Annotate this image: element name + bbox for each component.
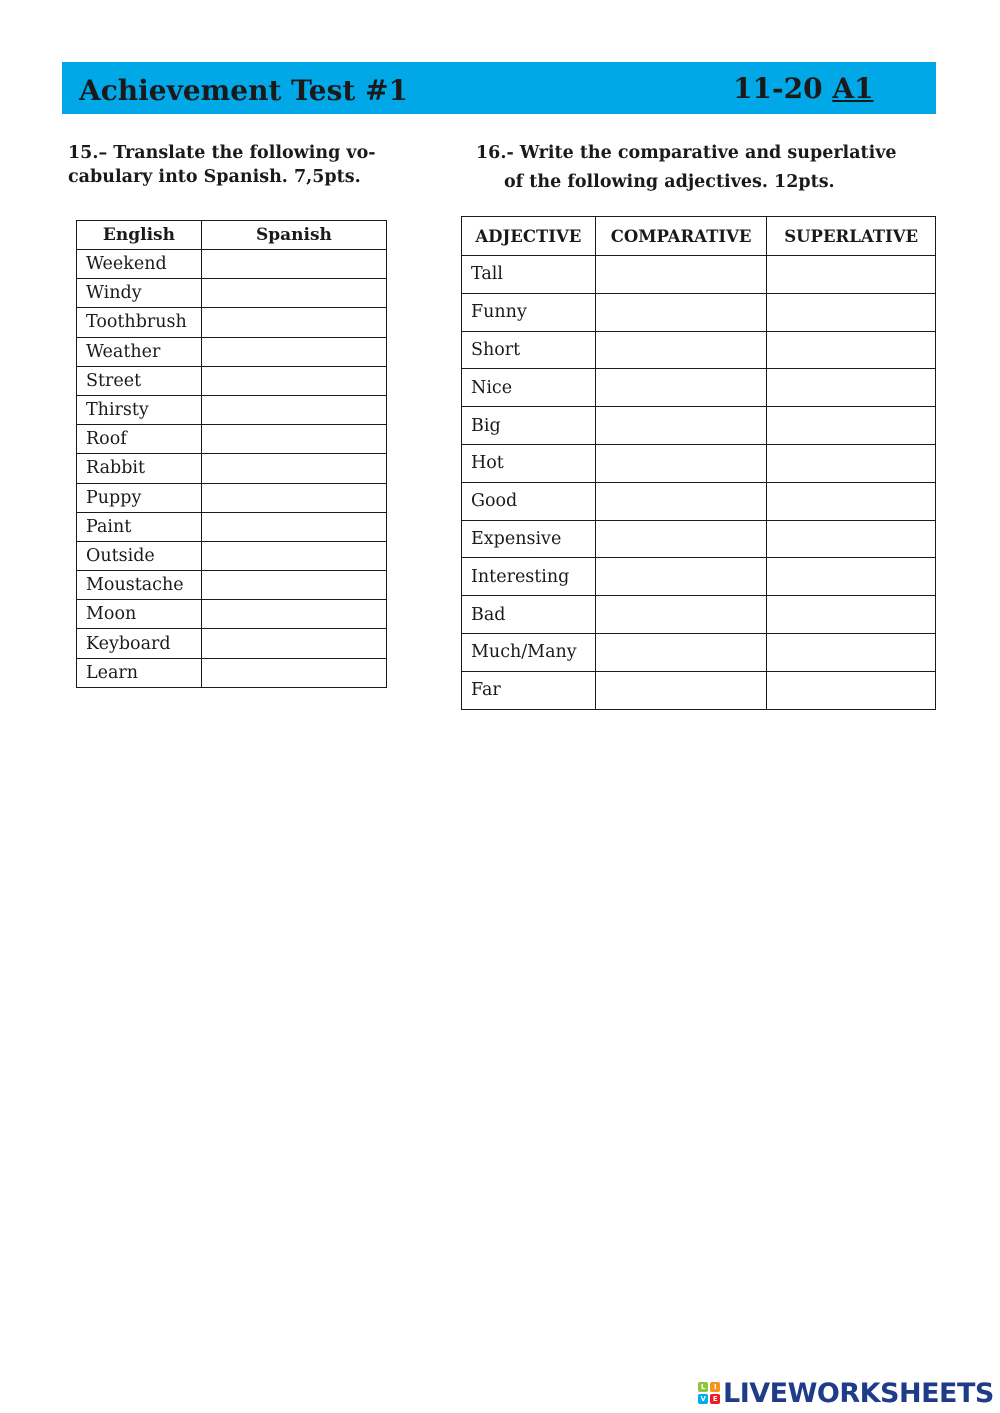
- vocabulary-row: [77, 454, 387, 483]
- logo-letter-i: I: [710, 1382, 720, 1392]
- vocabulary-row: [77, 541, 387, 570]
- superlative-answer-field[interactable]: [767, 633, 936, 671]
- spanish-answer-field[interactable]: [201, 600, 386, 629]
- comparative-answer-field[interactable]: [595, 256, 767, 294]
- english-word: Weather: [77, 337, 202, 366]
- adjective-row: [462, 444, 936, 482]
- english-word: Learn: [77, 658, 202, 687]
- superlative-answer-field[interactable]: [767, 482, 936, 520]
- spanish-answer-field[interactable]: [201, 541, 386, 570]
- english-word: Weekend: [77, 250, 202, 279]
- vocabulary-row: [77, 395, 387, 424]
- adjective-row: [462, 596, 936, 634]
- spanish-answer-field[interactable]: [201, 454, 386, 483]
- english-word: Keyboard: [77, 629, 202, 658]
- exercise-15-instruction-line2: cabulary into Spanish. 7,5pts.: [68, 167, 361, 187]
- adjective-row: [462, 293, 936, 331]
- logo-letter-l: L: [698, 1382, 708, 1392]
- adjective-row: [462, 482, 936, 520]
- adjective-row: [462, 369, 936, 407]
- comparative-answer-field[interactable]: [595, 671, 767, 709]
- spanish-answer-field[interactable]: [201, 629, 386, 658]
- vocabulary-row: [77, 629, 387, 658]
- vocabulary-row: [77, 308, 387, 337]
- comparative-answer-field[interactable]: [595, 633, 767, 671]
- test-level: A1: [832, 72, 874, 105]
- exercise-16-instruction-line1: 16.- Write the comparative and superlative: [476, 143, 897, 163]
- english-word: Roof: [77, 425, 202, 454]
- adjective-word: Tall: [462, 256, 596, 294]
- adjective-word: Funny: [462, 293, 596, 331]
- logo-letter-v: V: [698, 1394, 708, 1404]
- adjective-word: Expensive: [462, 520, 596, 558]
- logo-letter-e: E: [710, 1394, 720, 1404]
- vocabulary-row: [77, 571, 387, 600]
- vocabulary-table: [76, 220, 387, 688]
- comparative-answer-field[interactable]: [595, 482, 767, 520]
- superlative-answer-field[interactable]: [767, 331, 936, 369]
- superlative-answer-field[interactable]: [767, 369, 936, 407]
- spanish-answer-field[interactable]: [201, 658, 386, 687]
- vocabulary-header-row: [77, 221, 387, 250]
- english-word: Toothbrush: [77, 308, 202, 337]
- page-title: Achievement Test #1: [79, 74, 408, 107]
- spanish-answer-field[interactable]: [201, 308, 386, 337]
- english-word: Street: [77, 366, 202, 395]
- english-word: Windy: [77, 279, 202, 308]
- header-bar: [62, 62, 936, 114]
- adjective-row: [462, 520, 936, 558]
- superlative-answer-field[interactable]: [767, 596, 936, 634]
- spanish-answer-field[interactable]: [201, 425, 386, 454]
- vocabulary-row: [77, 279, 387, 308]
- superlative-answer-field[interactable]: [767, 520, 936, 558]
- english-word: Moustache: [77, 571, 202, 600]
- vocabulary-row: [77, 425, 387, 454]
- exercise-15-instruction-line1: 15.– Translate the following vo-: [68, 143, 376, 163]
- adjective-row: [462, 671, 936, 709]
- spanish-answer-field[interactable]: [201, 512, 386, 541]
- adjective-row: [462, 558, 936, 596]
- vocabulary-row: [77, 600, 387, 629]
- english-word: Moon: [77, 600, 202, 629]
- adjective-word: Much/Many: [462, 633, 596, 671]
- adjective-row: [462, 331, 936, 369]
- english-word: Thirsty: [77, 395, 202, 424]
- exercise-16-instruction-line2: of the following adjectives. 12pts.: [504, 172, 835, 192]
- comparative-answer-field[interactable]: [595, 293, 767, 331]
- liveworksheets-logo-icon: [698, 1382, 720, 1404]
- spanish-answer-field[interactable]: [201, 395, 386, 424]
- comparative-answer-field[interactable]: [595, 407, 767, 445]
- comparative-answer-field[interactable]: [595, 331, 767, 369]
- superlative-answer-field[interactable]: [767, 407, 936, 445]
- vocabulary-row: [77, 658, 387, 687]
- adjective-row: [462, 407, 936, 445]
- adjective-word: Big: [462, 407, 596, 445]
- english-word: Puppy: [77, 483, 202, 512]
- comparative-answer-field[interactable]: [595, 444, 767, 482]
- column-header-superlative: SUPERLATIVE: [767, 217, 936, 256]
- comparative-answer-field[interactable]: [595, 558, 767, 596]
- adjective-word: Good: [462, 482, 596, 520]
- column-header-english: English: [77, 221, 202, 250]
- comparative-answer-field[interactable]: [595, 596, 767, 634]
- column-header-adjective: ADJECTIVE: [462, 217, 596, 256]
- english-word: Outside: [77, 541, 202, 570]
- exercise-16-instruction: [476, 139, 946, 197]
- exercise-15-instruction: [68, 141, 408, 189]
- adjective-word: Interesting: [462, 558, 596, 596]
- adjectives-header-row: [462, 217, 936, 256]
- adjective-word: Short: [462, 331, 596, 369]
- vocabulary-row: [77, 483, 387, 512]
- adjective-word: Hot: [462, 444, 596, 482]
- vocabulary-row: [77, 250, 387, 279]
- superlative-answer-field[interactable]: [767, 293, 936, 331]
- english-word: Paint: [77, 512, 202, 541]
- liveworksheets-logo: [698, 1378, 994, 1408]
- vocabulary-row: [77, 366, 387, 395]
- spanish-answer-field[interactable]: [201, 337, 386, 366]
- vocabulary-row: [77, 512, 387, 541]
- adjective-row: [462, 256, 936, 294]
- spanish-answer-field[interactable]: [201, 483, 386, 512]
- spanish-answer-field[interactable]: [201, 250, 386, 279]
- test-range: 11-20: [733, 72, 823, 105]
- test-code: [733, 72, 874, 105]
- adjective-word: Far: [462, 671, 596, 709]
- superlative-answer-field[interactable]: [767, 558, 936, 596]
- comparative-answer-field[interactable]: [595, 520, 767, 558]
- spanish-answer-field[interactable]: [201, 279, 386, 308]
- adjective-row: [462, 633, 936, 671]
- english-word: Rabbit: [77, 454, 202, 483]
- adjectives-table: [461, 216, 936, 710]
- superlative-answer-field[interactable]: [767, 256, 936, 294]
- column-header-comparative: COMPARATIVE: [595, 217, 767, 256]
- spanish-answer-field[interactable]: [201, 366, 386, 395]
- superlative-answer-field[interactable]: [767, 444, 936, 482]
- comparative-answer-field[interactable]: [595, 369, 767, 407]
- superlative-answer-field[interactable]: [767, 671, 936, 709]
- logo-text: LIVEWORKSHEETS: [723, 1377, 994, 1409]
- spanish-answer-field[interactable]: [201, 571, 386, 600]
- column-header-spanish: Spanish: [201, 221, 386, 250]
- adjective-word: Nice: [462, 369, 596, 407]
- adjective-word: Bad: [462, 596, 596, 634]
- vocabulary-row: [77, 337, 387, 366]
